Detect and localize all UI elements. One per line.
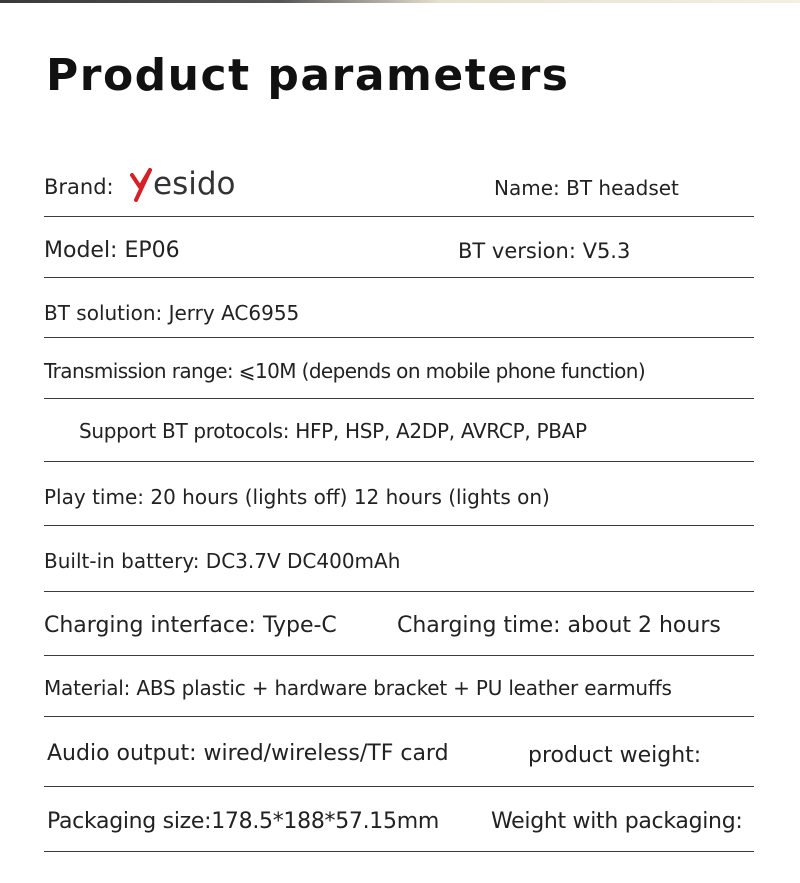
transmission-range-value: Transmission range: ⩽10M (depends on mobile phone function) (44, 359, 646, 383)
bt-solution-value: BT solution: Jerry AC6955 (44, 301, 300, 325)
yesido-logo (130, 166, 272, 202)
divider (44, 398, 754, 399)
charging-time-value: Charging time: about 2 hours (397, 613, 721, 638)
bt-version-value: BT version: V5.3 (458, 239, 631, 263)
svg-text:esido: esido (153, 166, 236, 202)
play-time-value: Play time: 20 hours (lights off) 12 hours (lights on) (44, 485, 550, 509)
material-value: Material: ABS plastic + hardware bracket + PU leather earmuffs (44, 676, 672, 700)
weight-with-packaging-label: Weight with packaging: (491, 809, 743, 834)
divider (44, 655, 754, 656)
page-title: Product parameters (46, 50, 570, 101)
audio-output-value: Audio output: wired/wireless/TF card (47, 741, 449, 766)
divider (44, 216, 754, 217)
top-decorative-strip (0, 0, 800, 3)
model-value: Model: EP06 (44, 238, 180, 263)
charging-interface-value: Charging interface: Type-C (44, 613, 337, 638)
packaging-size-value: Packaging size:178.5*188*57.15mm (47, 809, 439, 834)
divider (44, 337, 754, 338)
divider (44, 591, 754, 592)
product-weight-label: product weight: (528, 743, 702, 768)
battery-value: Built-in battery: DC3.7V DC400mAh (44, 549, 401, 573)
bt-protocols-value: Support BT protocols: HFP, HSP, A2DP, AVRCP, PBAP (79, 419, 587, 443)
divider (44, 277, 754, 278)
name-value: Name: BT headset (494, 176, 679, 200)
brand-label: Brand: (44, 175, 114, 199)
divider (44, 525, 754, 526)
divider (44, 851, 754, 852)
divider (44, 786, 754, 787)
divider (44, 716, 754, 717)
divider (44, 461, 754, 462)
